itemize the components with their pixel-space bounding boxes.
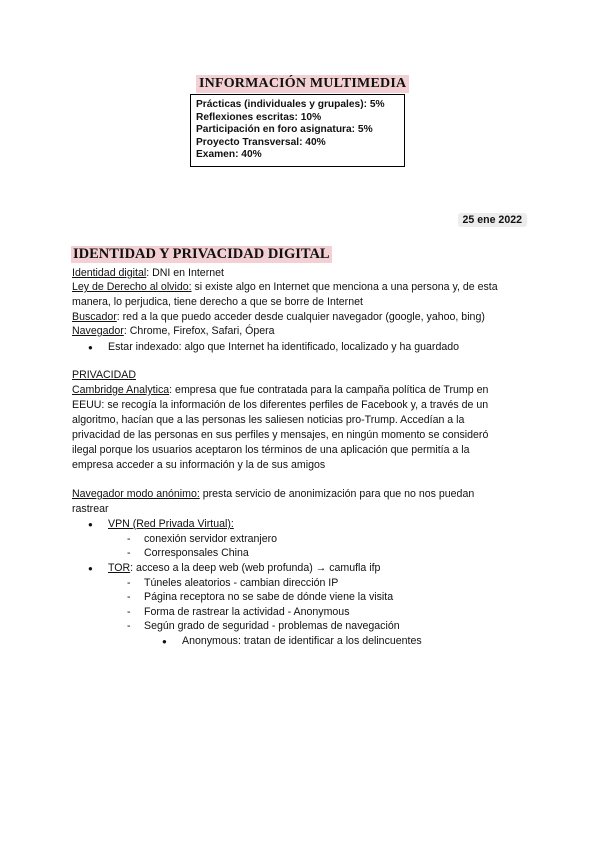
cambridge-line-5: ilegal porque los usuarios aceptaron los términos de una aplicación que permitía a la	[72, 444, 470, 456]
navegador-line	[72, 324, 275, 338]
grading-item: Prácticas (individuales y grupales): 5%	[196, 99, 385, 110]
navegador-text: : Chrome, Firefox, Safari, Ópera	[123, 325, 275, 337]
anonimo-line-2: rastrear	[72, 503, 109, 515]
vpn-item: - conexión servidor extranjero	[144, 532, 277, 546]
identidad-text: : DNI en Internet	[146, 267, 224, 279]
cambridge-line	[72, 383, 488, 397]
anonimo-line	[72, 487, 474, 501]
ley-line-2: manera, lo perjudica, tiene derecho a que se borre de Internet	[72, 296, 363, 308]
tor-item: - Forma de rastrear la actividad - Anonymous	[144, 605, 350, 619]
tor-item: - Túneles aleatorios - cambian dirección IP	[144, 576, 338, 590]
page-title: INFORMACIÓN MULTIMEDIA	[196, 75, 409, 93]
anonymous-note: ● Anonymous: tratan de identificar a los delincuentes	[182, 634, 422, 648]
tor-text: : acceso a la deep web (web profunda) → camufla ifp	[130, 562, 381, 574]
navegador-term: Navegador	[72, 325, 124, 337]
grading-item: Examen: 40%	[196, 149, 262, 161]
identidad-line	[72, 266, 224, 280]
grading-box	[190, 94, 405, 167]
cambridge-line-6: empresa acceder a su información y la de sus amigos	[72, 459, 326, 471]
anonimo-term: Navegador modo anónimo:	[72, 488, 200, 500]
vpn-bullet: ● VPN (Red Privada Virtual):	[108, 517, 234, 531]
cambridge-line-3: algoritmo, hacían que a las personas les saliesen noticias pro-Trump. Accedían a la	[72, 414, 465, 426]
buscador-term: Buscador	[72, 311, 117, 323]
privacidad-heading: PRIVACIDAD	[72, 369, 136, 381]
cambridge-term: Cambridge Analytica	[72, 384, 170, 396]
grading-item: Reflexiones escritas: 10%	[196, 111, 322, 123]
anonimo-text: presta servicio de anonimización para que no nos puedan	[199, 488, 475, 500]
tor-item: - Según grado de seguridad - problemas de navegación	[144, 619, 400, 633]
tor-item: - Página receptora no se sabe de dónde viene la visita	[144, 590, 393, 604]
cambridge-text: : empresa que fue contratada para la campaña política de Trump en	[169, 384, 489, 396]
buscador-text: : red a la que puedo acceder desde cualquier navegador (google, yahoo, bing)	[116, 311, 485, 323]
vpn-item: - Corresponsales China	[144, 546, 249, 560]
section-title: IDENTIDAD Y PRIVACIDAD DIGITAL	[73, 246, 330, 262]
tor-bullet	[108, 561, 380, 575]
grading-item: Participación en foro asignatura: 5%	[196, 124, 373, 136]
cambridge-line-4: privacidad de las personas en sus perfiles y mensajes, en ningún momento se consideró	[72, 429, 489, 441]
date-chip: 25 ene 2022	[458, 213, 528, 227]
ley-term: Ley de Derecho al olvido:	[72, 281, 192, 293]
ley-line	[72, 280, 498, 294]
indexado-bullet: ● Estar indexado: algo que Internet ha identificado, localizado y ha guardado	[108, 340, 459, 354]
buscador-line	[72, 310, 485, 324]
ley-text: si existe algo en Internet que menciona a una persona y, de esta	[191, 281, 498, 293]
cambridge-line-2: EEUU: se recogía la información de los diferentes perfiles de Facebook y, a través de un	[72, 399, 489, 411]
grading-item: Proyecto Transversal: 40%	[196, 136, 326, 148]
identidad-term: Identidad digital	[72, 267, 147, 279]
tor-term: TOR	[108, 562, 131, 574]
